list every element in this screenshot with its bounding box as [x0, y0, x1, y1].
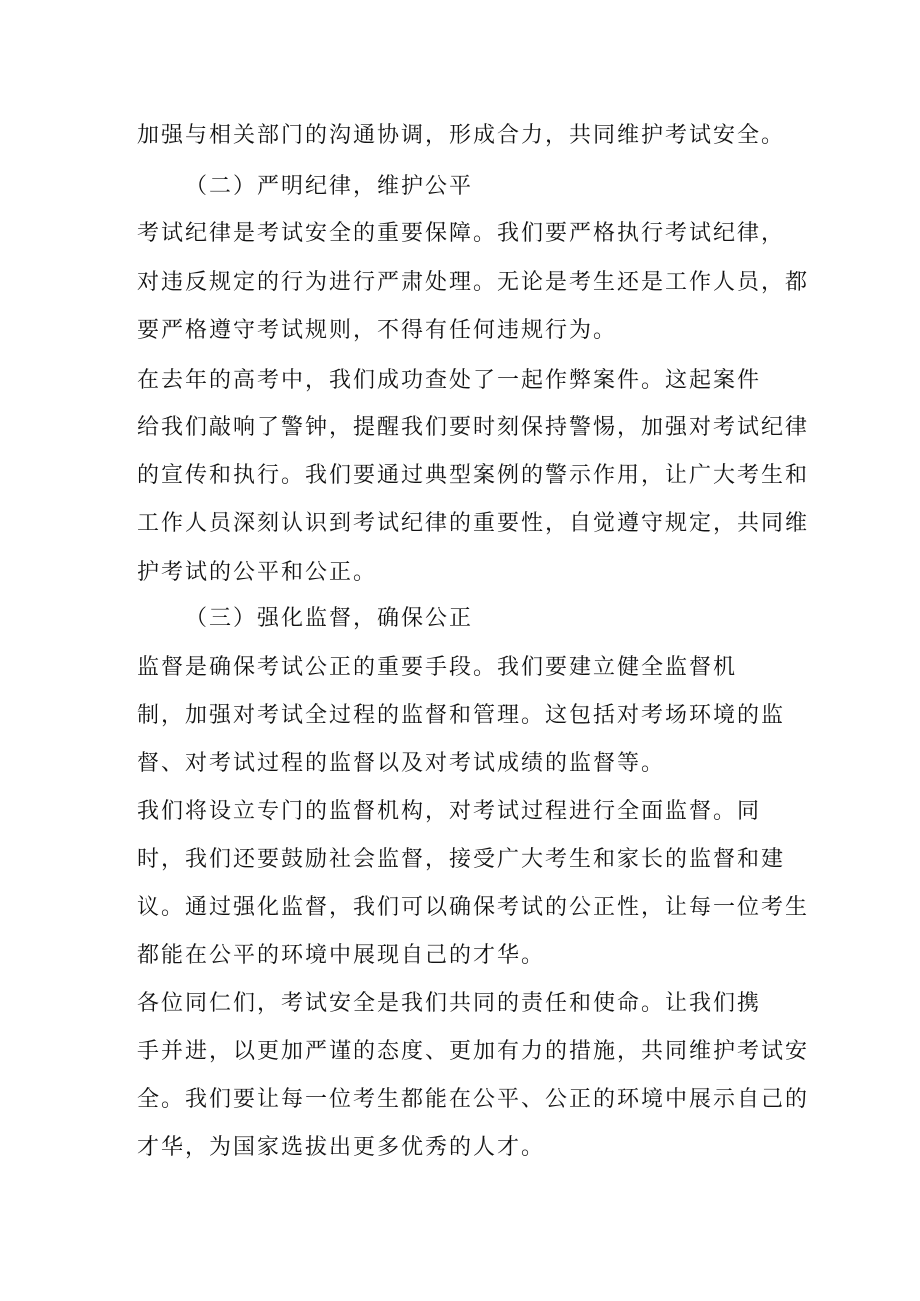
text-line: 的宣传和执行。我们要通过典型案例的警示作用，让广大考生和 [137, 463, 810, 488]
section-heading-3: （三）强化监督，确保公正 [185, 606, 474, 631]
text-line: 加强与相关部门的沟通协调，形成合力，共同维护考试安全。 [137, 123, 786, 148]
text-line: 护考试的公平和公正。 [137, 560, 378, 585]
text-line: 在去年的高考中，我们成功查处了一起作弊案件。这起案件 [137, 368, 762, 393]
text-line: 监督是确保考试公正的重要手段。我们要建立健全监督机 [137, 655, 738, 680]
text-line: 议。通过强化监督，我们可以确保考试的公正性，让每一位考生 [137, 895, 810, 920]
text-line: 我们将设立专门的监督机构，对考试过程进行全面监督。同 [137, 799, 762, 824]
text-line: 要严格遵守考试规则，不得有任何违规行为。 [137, 318, 618, 343]
text-line: 督、对考试过程的监督以及对考试成绩的监督等。 [137, 751, 666, 776]
text-line: 考试纪律是考试安全的重要保障。我们要严格执行考试纪律， [137, 221, 786, 246]
text-line: 各位同仁们，考试安全是我们共同的责任和使命。让我们携 [137, 991, 762, 1016]
text-line: 对违反规定的行为进行严肃处理。无论是考生还是工作人员，都 [137, 270, 810, 295]
text-line: 时，我们还要鼓励社会监督，接受广大考生和家长的监督和建 [137, 847, 786, 872]
text-line: 都能在公平的环境中展现自己的才华。 [137, 943, 546, 968]
text-line: 才华，为国家选拔出更多优秀的人才。 [137, 1135, 546, 1160]
text-line: 全。我们要让每一位考生都能在公平、公正的环境中展示自己的 [137, 1087, 810, 1112]
text-line: 制，加强对考试全过程的监督和管理。这包括对考场环境的监 [137, 703, 786, 728]
text-line: 给我们敲响了警钟，提醒我们要时刻保持警惕，加强对考试纪律 [137, 415, 810, 440]
text-line: 手并进，以更加严谨的态度、更加有力的措施，共同维护考试安 [137, 1039, 810, 1064]
text-line: 工作人员深刻认识到考试纪律的重要性，自觉遵守规定，共同维 [137, 511, 810, 536]
section-heading-2: （二）严明纪律，维护公平 [185, 174, 474, 199]
